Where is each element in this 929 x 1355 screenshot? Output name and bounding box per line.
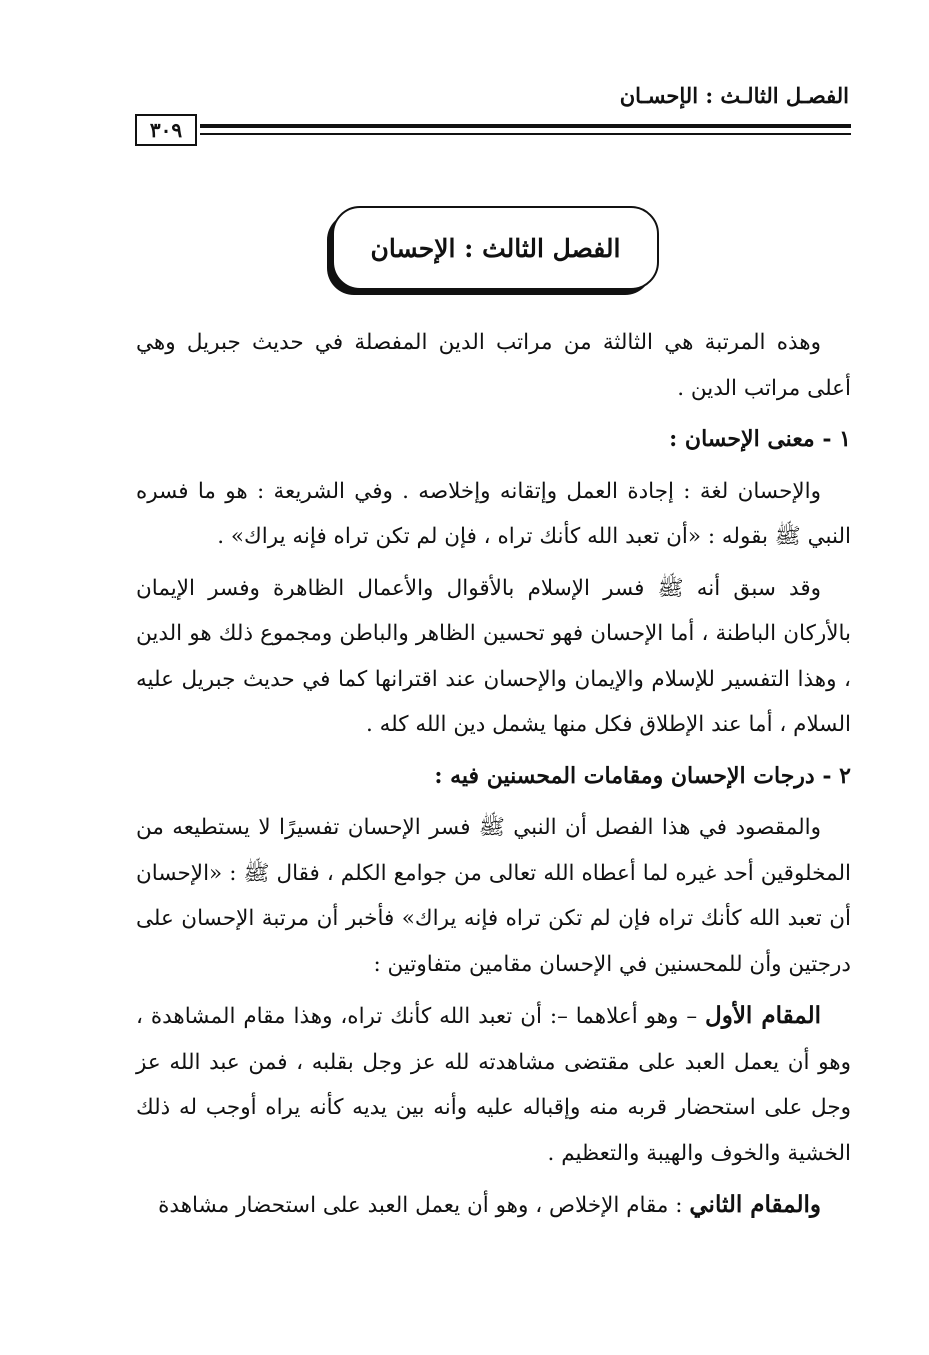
paragraph-definition: والإحسان لغة : إجادة العمل وإتقانه وإخلاصه . وفي الشريعة : هو ما فسره النبي ﷺ بقوله : «أن تعبد الله كأنك تراه ، فإن لم تكن تراه فإنه يراك» . xyxy=(136,478,851,549)
station-one-lead: المقام الأول xyxy=(705,1002,821,1029)
body-text xyxy=(136,320,851,1235)
intro-paragraph: وهذه المرتبة هي الثالثة من مراتب الدين المفصلة في حديث جبريل وهي أعلى مراتب الدين . xyxy=(136,330,851,401)
section-heading-degrees: ٢ - درجات الإحسان ومقامات المحسنين فيه : xyxy=(434,762,851,789)
chapter-title-frame xyxy=(332,206,659,290)
chapter-title: الفصل الثالث : الإحسان xyxy=(370,233,621,263)
header-rule xyxy=(200,124,851,138)
station-one-text: – وهو أعلاهما –: أن تعبد الله كأنك تراه، وهذا مقام المشاهدة ، وهو أن يعمل العبد على مقتضى مشاهدته لله عز وجل بقلبه ، فمن عبد الله عز وجل على استحضار قربه منه وإقباله عليه وأنه بين يديه كأنه يراه أوجب له ذلك الخشية والخوف والهيبة والتعظيم . xyxy=(136,1004,851,1166)
header-rule-thin xyxy=(200,133,851,135)
paragraph-station-two xyxy=(136,1182,851,1229)
header-rule-thick xyxy=(200,124,851,128)
paragraph-degrees: والمقصود في هذا الفصل أن النبي ﷺ فسر الإحسان تفسيرًا لا يستطيعه من المخلوقين أحد غيره لما أعطاه الله تعالى من جوامع الكلم ، فقال ﷺ : «الإحسان أن تعبد الله كأنك تراه فإن لم تكن تراه فإنه يراك» فأخبر أن مرتبة الإحسان على درجتين وأن للمحسنين في الإحسان مقامين متفاوتين : xyxy=(136,815,851,977)
page-number: ٣٠٩ xyxy=(135,114,197,146)
section-heading-meaning: ١ - معنى الإحسان : xyxy=(669,426,851,452)
paragraph-station-one xyxy=(136,993,851,1176)
paragraph-islam-iman: وقد سبق أنه ﷺ فسر الإسلام بالأقوال والأعمال الظاهرة وفسر الإيمان بالأركان الباطنة ، أما الإحسان فهو تحسين الظاهر والباطن ومجموع ذلك هو الدين ، وهذا التفسير للإسلام والإيمان والإحسان عند اقترانها كما في حديث جبريل عليه السلام ، أما عند الإطلاق فكل منها يشمل دين الله كله . xyxy=(136,575,851,737)
station-two-lead: والمقام الثاني xyxy=(689,1191,821,1218)
running-header: الفصـل الثالـث : الإحسـان xyxy=(619,83,849,108)
station-two-text: : مقام الإخلاص ، وهو أن يعمل العبد على استحضار مشاهدة xyxy=(158,1193,690,1218)
